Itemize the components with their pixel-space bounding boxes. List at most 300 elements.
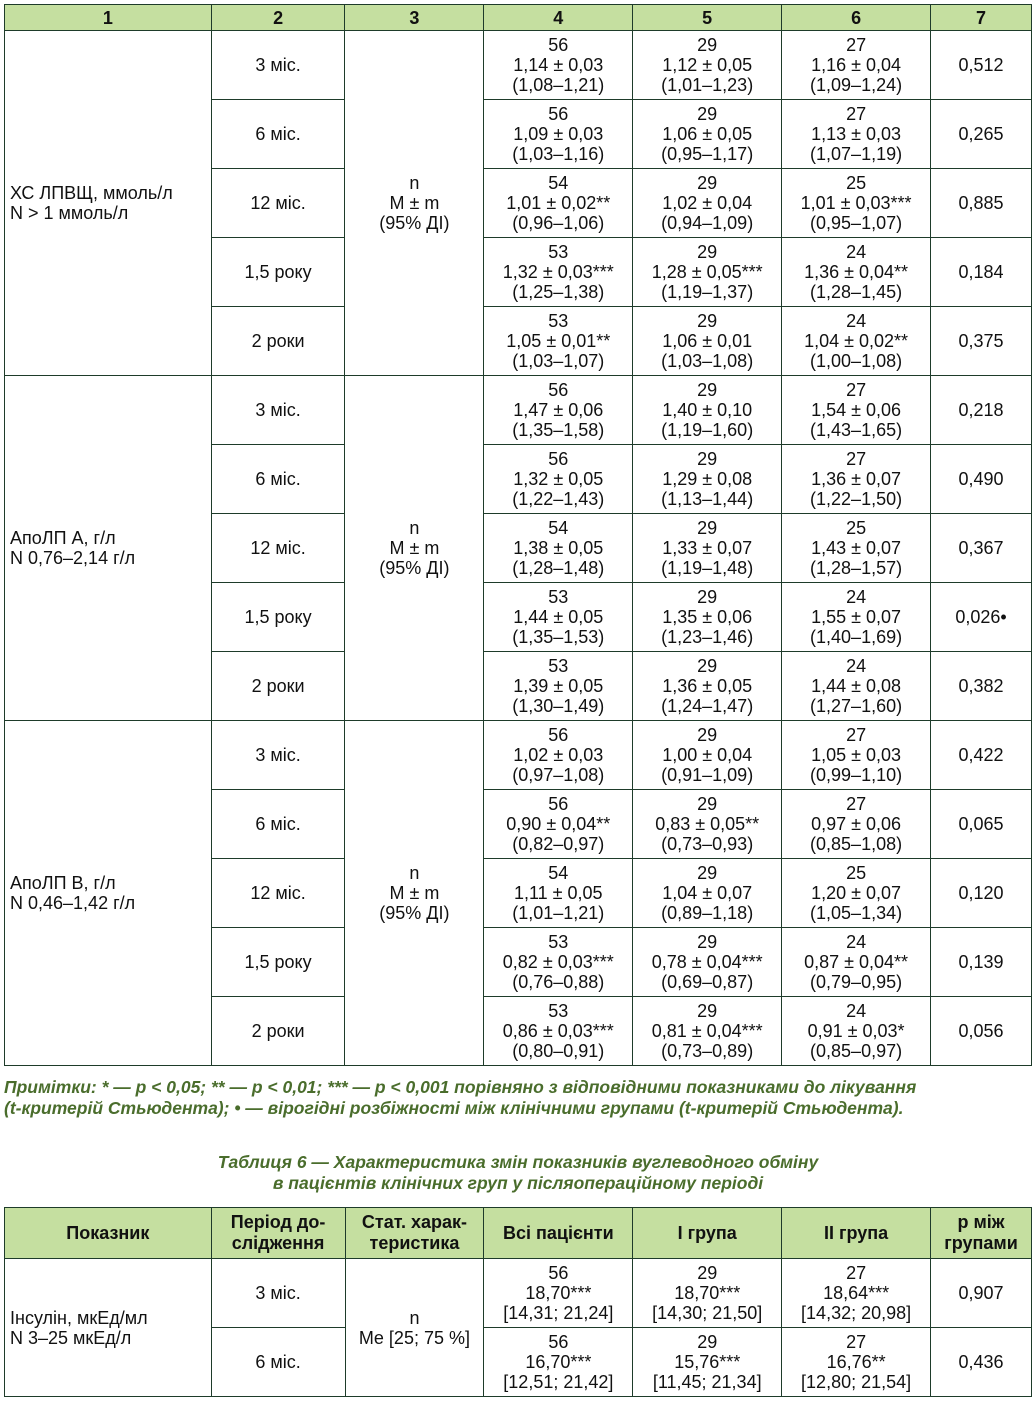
- value-line: 53: [548, 311, 569, 331]
- value-cell-c6: [782, 1259, 931, 1328]
- value-line: 29: [697, 1263, 718, 1283]
- indicator-line: N 0,46–1,42 г/л: [10, 893, 136, 913]
- value-line: (1,28–1,45): [810, 282, 903, 302]
- value-line: (1,05–1,34): [810, 903, 903, 923]
- value-line: 1,02 ± 0,04: [662, 193, 753, 213]
- table-6-header: [5, 1208, 1032, 1259]
- indicator-line: N 3–25 мкЕд/л: [10, 1327, 132, 1348]
- stat-line: (95% ДІ): [379, 213, 450, 233]
- header-line: Всі пацієнти: [503, 1222, 614, 1243]
- stat-line: M ± m: [389, 538, 440, 558]
- value-cell-c4: [484, 583, 633, 652]
- value-cell-c4: [484, 307, 633, 376]
- value-line: 1,38 ± 0,05: [513, 538, 604, 558]
- p-value-cell: 0,120: [931, 859, 1032, 928]
- value-line: 25: [846, 518, 867, 538]
- value-cell-c6: [782, 514, 931, 583]
- period-cell: 2 роки: [211, 652, 345, 721]
- value-line: (0,89–1,18): [661, 903, 754, 923]
- value-line: 1,29 ± 0,08: [662, 469, 753, 489]
- value-line: 1,06 ± 0,01: [662, 331, 753, 351]
- col-header-6: [782, 1208, 931, 1259]
- value-line: (1,09–1,24): [810, 75, 903, 95]
- stat-line: (95% ДІ): [379, 558, 450, 578]
- value-line: (1,23–1,46): [661, 627, 754, 647]
- value-line: 1,05 ± 0,01**: [506, 331, 611, 351]
- value-line: (1,19–1,48): [661, 558, 754, 578]
- value-line: (1,22–1,50): [810, 489, 903, 509]
- value-cell-c5: [633, 583, 782, 652]
- value-line: (1,35–1,53): [512, 627, 605, 647]
- value-cell-c4: [484, 376, 633, 445]
- value-cell-c5: [633, 1328, 782, 1397]
- value-line: 29: [697, 173, 718, 193]
- header-line: p між: [957, 1212, 1005, 1232]
- value-cell-c4: [484, 31, 633, 100]
- value-line: (1,19–1,60): [661, 420, 754, 440]
- value-line: 1,04 ± 0,07: [662, 883, 753, 903]
- period-cell: 12 міс.: [211, 859, 345, 928]
- value-line: 24: [846, 932, 867, 952]
- value-line: [11,45; 21,34]: [652, 1372, 762, 1392]
- value-cell-c5: [633, 376, 782, 445]
- value-line: 18,70***: [674, 1283, 741, 1303]
- value-line: 1,16 ± 0,04: [811, 55, 902, 75]
- stat-line: M ± m: [389, 193, 440, 213]
- value-line: 56: [548, 1332, 569, 1352]
- value-line: 0,81 ± 0,04***: [651, 1021, 763, 1041]
- value-cell-c6: [782, 169, 931, 238]
- value-line: 24: [846, 587, 867, 607]
- period-cell: 3 міс.: [211, 376, 345, 445]
- value-line: 54: [548, 863, 569, 883]
- value-line: (1,40–1,69): [810, 627, 903, 647]
- value-line: 1,32 ± 0,05: [513, 469, 604, 489]
- value-line: (0,69–0,87): [661, 972, 754, 992]
- value-line: 56: [548, 104, 569, 124]
- value-cell-c6: [782, 997, 931, 1066]
- value-line: 53: [548, 932, 569, 952]
- value-line: 1,47 ± 0,06: [513, 400, 604, 420]
- col-header-3: 3: [345, 5, 484, 31]
- value-line: (0,76–0,88): [512, 972, 605, 992]
- p-value-cell: 0,218: [931, 376, 1032, 445]
- table-5-notes: [4, 1077, 1032, 1119]
- value-line: (1,22–1,43): [512, 489, 605, 509]
- value-line: 0,91 ± 0,03*: [807, 1021, 905, 1041]
- value-line: 1,01 ± 0,02**: [506, 193, 611, 213]
- value-line: 1,01 ± 0,03***: [800, 193, 912, 213]
- value-line: 18,64***: [823, 1283, 890, 1303]
- indicator-line: АпоЛП А, г/л: [10, 528, 116, 548]
- indicator-line: N > 1 ммоль/л: [10, 203, 129, 223]
- value-line: 27: [846, 104, 867, 124]
- indicator-cell: [5, 31, 212, 376]
- value-line: 29: [697, 863, 718, 883]
- value-line: 29: [697, 104, 718, 124]
- stat-line: (95% ДІ): [379, 903, 450, 923]
- value-line: 25: [846, 173, 867, 193]
- p-value-cell: 0,382: [931, 652, 1032, 721]
- value-line: 0,86 ± 0,03***: [502, 1021, 614, 1041]
- value-line: 56: [548, 35, 569, 55]
- value-line: 0,87 ± 0,04**: [804, 952, 909, 972]
- value-line: 1,28 ± 0,05***: [651, 262, 763, 282]
- value-cell-c6: [782, 721, 931, 790]
- value-line: (0,82–0,97): [512, 834, 605, 854]
- stat-line: n: [409, 173, 420, 193]
- period-cell: 6 міс.: [211, 445, 345, 514]
- value-line: (1,13–1,44): [661, 489, 754, 509]
- value-line: 53: [548, 656, 569, 676]
- p-value-cell: 0,375: [931, 307, 1032, 376]
- value-line: 0,78 ± 0,04***: [651, 952, 763, 972]
- value-line: 29: [697, 794, 718, 814]
- value-line: 1,36 ± 0,07: [811, 469, 902, 489]
- value-cell-c4: [484, 100, 633, 169]
- value-line: 16,76**: [826, 1352, 886, 1372]
- value-line: 29: [697, 1332, 718, 1352]
- value-cell-c4: [484, 721, 633, 790]
- value-line: 1,44 ± 0,08: [811, 676, 902, 696]
- value-line: (0,96–1,06): [512, 213, 605, 233]
- period-cell: 12 міс.: [211, 169, 345, 238]
- value-line: (0,85–0,97): [810, 1041, 903, 1061]
- value-line: [12,80; 21,54]: [801, 1372, 912, 1392]
- value-line: 29: [697, 518, 718, 538]
- table-6-body: [5, 1259, 1032, 1397]
- value-cell-c6: [782, 859, 931, 928]
- p-value-cell: 0,422: [931, 721, 1032, 790]
- header-line: I група: [677, 1222, 737, 1243]
- value-cell-c4: [484, 445, 633, 514]
- value-line: (0,95–1,07): [810, 213, 903, 233]
- value-line: (1,25–1,38): [512, 282, 605, 302]
- value-line: 53: [548, 242, 569, 262]
- stat-cell: [345, 1259, 484, 1397]
- p-value-cell: 0,139: [931, 928, 1032, 997]
- value-line: 16,70***: [525, 1352, 592, 1372]
- value-line: 24: [846, 311, 867, 331]
- value-cell-c4: [484, 652, 633, 721]
- indicator-cell: [5, 376, 212, 721]
- stat-line: n: [409, 863, 420, 883]
- value-cell-c4: [484, 1328, 633, 1397]
- value-line: 56: [548, 449, 569, 469]
- period-cell: 1,5 року: [211, 238, 345, 307]
- p-value-cell: 0,512: [931, 31, 1032, 100]
- value-line: 25: [846, 863, 867, 883]
- p-value-cell: 0,265: [931, 100, 1032, 169]
- p-value-cell: 0,056: [931, 997, 1032, 1066]
- header-line: II група: [824, 1222, 889, 1243]
- value-cell-c5: [633, 169, 782, 238]
- value-line: 18,70***: [525, 1283, 592, 1303]
- value-line: (0,73–0,89): [661, 1041, 754, 1061]
- value-line: 1,14 ± 0,03: [513, 55, 604, 75]
- value-line: 27: [846, 1332, 867, 1352]
- value-cell-c5: [633, 100, 782, 169]
- value-line: 0,83 ± 0,05**: [655, 814, 760, 834]
- stat-line: Me [25; 75 %]: [358, 1327, 470, 1348]
- value-line: 1,00 ± 0,04: [662, 745, 753, 765]
- value-line: 0,90 ± 0,04**: [506, 814, 611, 834]
- value-line: 29: [697, 725, 718, 745]
- value-line: 1,32 ± 0,03***: [502, 262, 614, 282]
- col-header-3: [345, 1208, 484, 1259]
- value-line: 27: [846, 725, 867, 745]
- value-line: 29: [697, 1001, 718, 1021]
- value-cell-c6: [782, 238, 931, 307]
- value-line: 1,06 ± 0,05: [662, 124, 753, 144]
- p-value-cell: 0,885: [931, 169, 1032, 238]
- col-header-1: [5, 1208, 212, 1259]
- caption-line-1: Таблиця 6 — Характеристика змін показників вуглеводного обміну: [217, 1152, 819, 1172]
- value-cell-c5: [633, 652, 782, 721]
- col-header-5: 5: [633, 5, 782, 31]
- value-cell-c6: [782, 31, 931, 100]
- value-cell-c4: [484, 859, 633, 928]
- value-line: (0,73–0,93): [661, 834, 754, 854]
- header-line: теристика: [369, 1233, 460, 1253]
- table-6-caption: [4, 1152, 1032, 1194]
- header-line: Показник: [66, 1222, 150, 1243]
- table-6: [4, 1207, 1032, 1397]
- period-cell: 3 міс.: [211, 31, 345, 100]
- indicator-cell: [5, 721, 212, 1066]
- value-line: 29: [697, 35, 718, 55]
- value-line: 1,09 ± 0,03: [513, 124, 604, 144]
- period-cell: 2 роки: [211, 307, 345, 376]
- p-value-cell: 0,367: [931, 514, 1032, 583]
- value-line: 24: [846, 656, 867, 676]
- value-cell-c5: [633, 997, 782, 1066]
- period-cell: 6 міс.: [211, 790, 345, 859]
- notes-line-2: (t-критерій Стьюдента); • — вірогідні розбіжності між клінічними групами (t-критерій Стьюдента).: [4, 1098, 904, 1118]
- header-line: слідження: [231, 1233, 325, 1253]
- value-line: (0,91–1,09): [661, 765, 754, 785]
- value-cell-c6: [782, 928, 931, 997]
- col-header-5: [633, 1208, 782, 1259]
- value-line: 1,05 ± 0,03: [811, 745, 902, 765]
- value-cell-c6: [782, 652, 931, 721]
- indicator-line: АпоЛП В, г/л: [10, 873, 116, 893]
- value-line: 54: [548, 518, 569, 538]
- value-cell-c6: [782, 100, 931, 169]
- value-cell-c4: [484, 238, 633, 307]
- col-header-7: [931, 1208, 1032, 1259]
- value-line: 29: [697, 656, 718, 676]
- value-line: 1,04 ± 0,02**: [804, 331, 909, 351]
- value-line: (1,28–1,57): [810, 558, 903, 578]
- p-value-cell: 0,184: [931, 238, 1032, 307]
- value-line: (1,08–1,21): [512, 75, 605, 95]
- value-line: 1,44 ± 0,05: [513, 607, 604, 627]
- value-line: 27: [846, 794, 867, 814]
- table-5: [4, 4, 1032, 1066]
- value-line: 1,35 ± 0,06: [662, 607, 753, 627]
- value-line: [14,31; 21,24]: [503, 1303, 614, 1323]
- value-line: 27: [846, 35, 867, 55]
- col-header-1: 1: [5, 5, 212, 31]
- value-line: 1,39 ± 0,05: [513, 676, 604, 696]
- value-line: 0,97 ± 0,06: [811, 814, 902, 834]
- value-cell-c6: [782, 376, 931, 445]
- value-cell-c4: [484, 928, 633, 997]
- value-line: 0,82 ± 0,03***: [502, 952, 614, 972]
- value-line: (1,00–1,08): [810, 351, 903, 371]
- value-cell-c5: [633, 928, 782, 997]
- value-line: 1,36 ± 0,05: [662, 676, 753, 696]
- period-cell: 1,5 року: [211, 928, 345, 997]
- value-line: 15,76***: [674, 1352, 741, 1372]
- value-line: 1,40 ± 0,10: [662, 400, 753, 420]
- value-line: 27: [846, 380, 867, 400]
- value-cell-c4: [484, 790, 633, 859]
- value-line: 1,36 ± 0,04**: [804, 262, 909, 282]
- value-line: 27: [846, 449, 867, 469]
- period-cell: 2 роки: [211, 997, 345, 1066]
- period-cell: 3 міс.: [211, 721, 345, 790]
- value-cell-c5: [633, 445, 782, 514]
- header-line: групами: [944, 1233, 1018, 1253]
- header-line: Стат. харак-: [361, 1212, 467, 1232]
- value-line: (1,03–1,07): [512, 351, 605, 371]
- value-line: 27: [846, 1263, 867, 1283]
- period-cell: 1,5 року: [211, 583, 345, 652]
- value-line: (0,85–1,08): [810, 834, 903, 854]
- value-line: 1,33 ± 0,07: [662, 538, 753, 558]
- value-line: 56: [548, 725, 569, 745]
- value-cell-c4: [484, 514, 633, 583]
- value-cell-c4: [484, 169, 633, 238]
- value-line: 1,02 ± 0,03: [513, 745, 604, 765]
- value-line: (1,28–1,48): [512, 558, 605, 578]
- value-cell-c4: [484, 997, 633, 1066]
- value-line: 1,54 ± 0,06: [811, 400, 902, 420]
- caption-line-2: в пацієнтів клінічних груп у післяопераційному періоді: [272, 1173, 764, 1193]
- table-5-header: [5, 5, 1032, 31]
- value-line: 53: [548, 1001, 569, 1021]
- value-line: [14,32; 20,98]: [801, 1303, 912, 1323]
- value-line: (0,95–1,17): [661, 144, 754, 164]
- p-value-cell: 0,436: [931, 1328, 1032, 1397]
- stat-cell: [345, 31, 484, 376]
- value-line: (1,27–1,60): [810, 696, 903, 716]
- value-line: (1,01–1,23): [661, 75, 754, 95]
- value-cell-c6: [782, 307, 931, 376]
- value-line: (0,94–1,09): [661, 213, 754, 233]
- value-line: 1,20 ± 0,07: [811, 883, 902, 903]
- value-line: 1,12 ± 0,05: [662, 55, 753, 75]
- value-line: (1,03–1,16): [512, 144, 605, 164]
- value-line: 24: [846, 242, 867, 262]
- value-line: (0,79–0,95): [810, 972, 903, 992]
- value-line: 24: [846, 1001, 867, 1021]
- indicator-line: N 0,76–2,14 г/л: [10, 548, 136, 568]
- p-value-cell: 0,907: [931, 1259, 1032, 1328]
- value-cell-c5: [633, 514, 782, 583]
- value-cell-c6: [782, 583, 931, 652]
- value-cell-c6: [782, 1328, 931, 1397]
- value-cell-c5: [633, 1259, 782, 1328]
- value-line: 29: [697, 242, 718, 262]
- notes-line-1: Примітки: * — p < 0,05; ** — p < 0,01; *** — p < 0,001 порівняно з відповідними показниками до лікування: [4, 1077, 917, 1097]
- value-line: (1,07–1,19): [810, 144, 903, 164]
- stat-cell: [345, 376, 484, 721]
- p-value-cell: 0,490: [931, 445, 1032, 514]
- value-line: (0,97–1,08): [512, 765, 605, 785]
- table-row: [5, 721, 1032, 790]
- stat-line: M ± m: [389, 883, 440, 903]
- value-cell-c5: [633, 238, 782, 307]
- col-header-4: [484, 1208, 633, 1259]
- period-cell: 6 міс.: [211, 1328, 345, 1397]
- col-header-2: 2: [211, 5, 345, 31]
- table-5-body: [5, 31, 1032, 1066]
- header-line: Період до-: [230, 1212, 326, 1232]
- value-line: 29: [697, 449, 718, 469]
- value-cell-c4: [484, 1259, 633, 1328]
- col-header-2: [211, 1208, 345, 1259]
- period-cell: 12 міс.: [211, 514, 345, 583]
- value-line: 56: [548, 1263, 569, 1283]
- value-line: 53: [548, 587, 569, 607]
- value-line: (1,03–1,08): [661, 351, 754, 371]
- value-cell-c5: [633, 31, 782, 100]
- p-value-cell: 0,026•: [931, 583, 1032, 652]
- value-line: 29: [697, 587, 718, 607]
- value-line: 1,43 ± 0,07: [811, 538, 902, 558]
- value-line: (1,24–1,47): [661, 696, 754, 716]
- value-line: 1,55 ± 0,07: [811, 607, 902, 627]
- table-row: [5, 376, 1032, 445]
- value-line: 56: [548, 794, 569, 814]
- value-line: (1,43–1,65): [810, 420, 903, 440]
- value-line: (1,19–1,37): [661, 282, 754, 302]
- value-cell-c5: [633, 307, 782, 376]
- value-line: 29: [697, 311, 718, 331]
- value-line: 29: [697, 380, 718, 400]
- value-cell-c6: [782, 445, 931, 514]
- value-line: 29: [697, 932, 718, 952]
- value-line: 1,11 ± 0,05: [513, 883, 603, 903]
- col-header-6: 6: [782, 5, 931, 31]
- col-header-7: 7: [931, 5, 1032, 31]
- value-cell-c5: [633, 721, 782, 790]
- value-line: 1,13 ± 0,03: [811, 124, 902, 144]
- period-cell: 6 міс.: [211, 100, 345, 169]
- value-line: (1,01–1,21): [512, 903, 605, 923]
- value-line: [14,30; 21,50]: [652, 1303, 763, 1323]
- value-cell-c5: [633, 790, 782, 859]
- table-row: [5, 1259, 1032, 1328]
- indicator-cell: [5, 1259, 212, 1397]
- value-line: 56: [548, 380, 569, 400]
- value-line: (0,80–0,91): [512, 1041, 605, 1061]
- value-line: (1,35–1,58): [512, 420, 605, 440]
- p-value-cell: 0,065: [931, 790, 1032, 859]
- value-cell-c5: [633, 859, 782, 928]
- indicator-line: Інсулін, мкЕд/мл: [10, 1307, 148, 1328]
- stat-line: n: [409, 518, 420, 538]
- period-cell: 3 міс.: [211, 1259, 345, 1328]
- col-header-4: 4: [484, 5, 633, 31]
- table-row: [5, 31, 1032, 100]
- stat-line: n: [409, 1307, 420, 1328]
- indicator-line: ХС ЛПВЩ, ммоль/л: [10, 183, 173, 203]
- value-line: 54: [548, 173, 569, 193]
